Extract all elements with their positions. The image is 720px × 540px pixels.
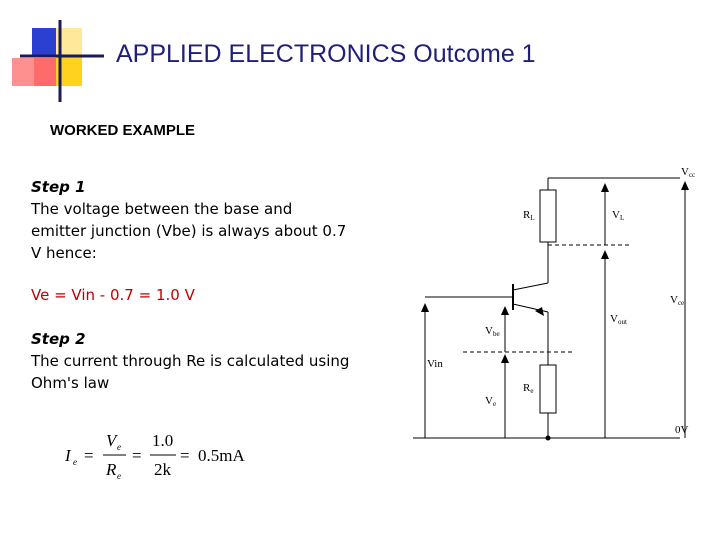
ohms-law-formula <box>60 425 260 485</box>
step2-text: The current through Re is calculated using Ohm's law <box>31 352 350 392</box>
logo-blue-square <box>32 28 60 56</box>
vce-label: Vce <box>670 294 685 307</box>
formula-equals-1: = <box>84 446 94 465</box>
vce-arrow-head <box>681 181 689 190</box>
formula-f1-den-sub: e <box>117 471 121 481</box>
ground-label: 0V <box>675 424 689 436</box>
ve-arrow-head <box>501 354 509 363</box>
vin-label: Vin <box>427 358 443 370</box>
step1-text: The voltage between the base and emitter junction (Vbe) is always about 0.7 V hence: <box>31 200 347 262</box>
formula-lhs-main: I <box>65 446 71 465</box>
rl-label: RL <box>523 209 535 222</box>
vl-arrow-head <box>601 183 609 192</box>
emitter-arrow-head <box>535 307 544 316</box>
ve-label: Ve <box>485 395 497 408</box>
rl-resistor <box>540 190 556 242</box>
formula-f2-den: 2k <box>154 460 171 479</box>
formula-f2-num: 1.0 <box>152 431 174 450</box>
vout-label: Vout <box>610 313 627 326</box>
vl-label: VL <box>612 209 625 222</box>
step1-equation: Ve = Vin - 0.7 = 1.0 V <box>31 286 195 304</box>
slide-logo <box>0 0 110 110</box>
formula-result: 0.5mA <box>198 446 245 465</box>
slide-title: APPLIED ELECTRONICS Outcome 1 <box>116 40 536 68</box>
step1-heading: Step 1 <box>31 178 86 196</box>
formula-equals-3: = <box>180 446 190 465</box>
transistor-collector-leg <box>513 283 548 290</box>
formula-f1-num-sub: e <box>117 442 121 452</box>
formula-equals-2: = <box>132 446 142 465</box>
step2-heading: Step 2 <box>31 330 86 348</box>
vout-arrow-head <box>601 250 609 259</box>
worked-example-heading: WORKED EXAMPLE <box>50 122 196 139</box>
vin-arrow-head <box>421 303 429 312</box>
formula-f1-den-main: R <box>106 460 117 479</box>
re-resistor <box>540 365 556 413</box>
re-label: Re <box>523 382 534 395</box>
vcc-label: Vcc <box>681 166 696 179</box>
vbe-label: Vbe <box>485 325 500 338</box>
ground-node <box>546 436 551 441</box>
vbe-arrow-head <box>501 306 509 315</box>
logo-pink-square <box>12 58 34 86</box>
formula-lhs-sub: e <box>73 457 77 467</box>
formula-f1-num-main: V <box>106 431 117 450</box>
transistor-circuit-diagram <box>405 160 715 445</box>
